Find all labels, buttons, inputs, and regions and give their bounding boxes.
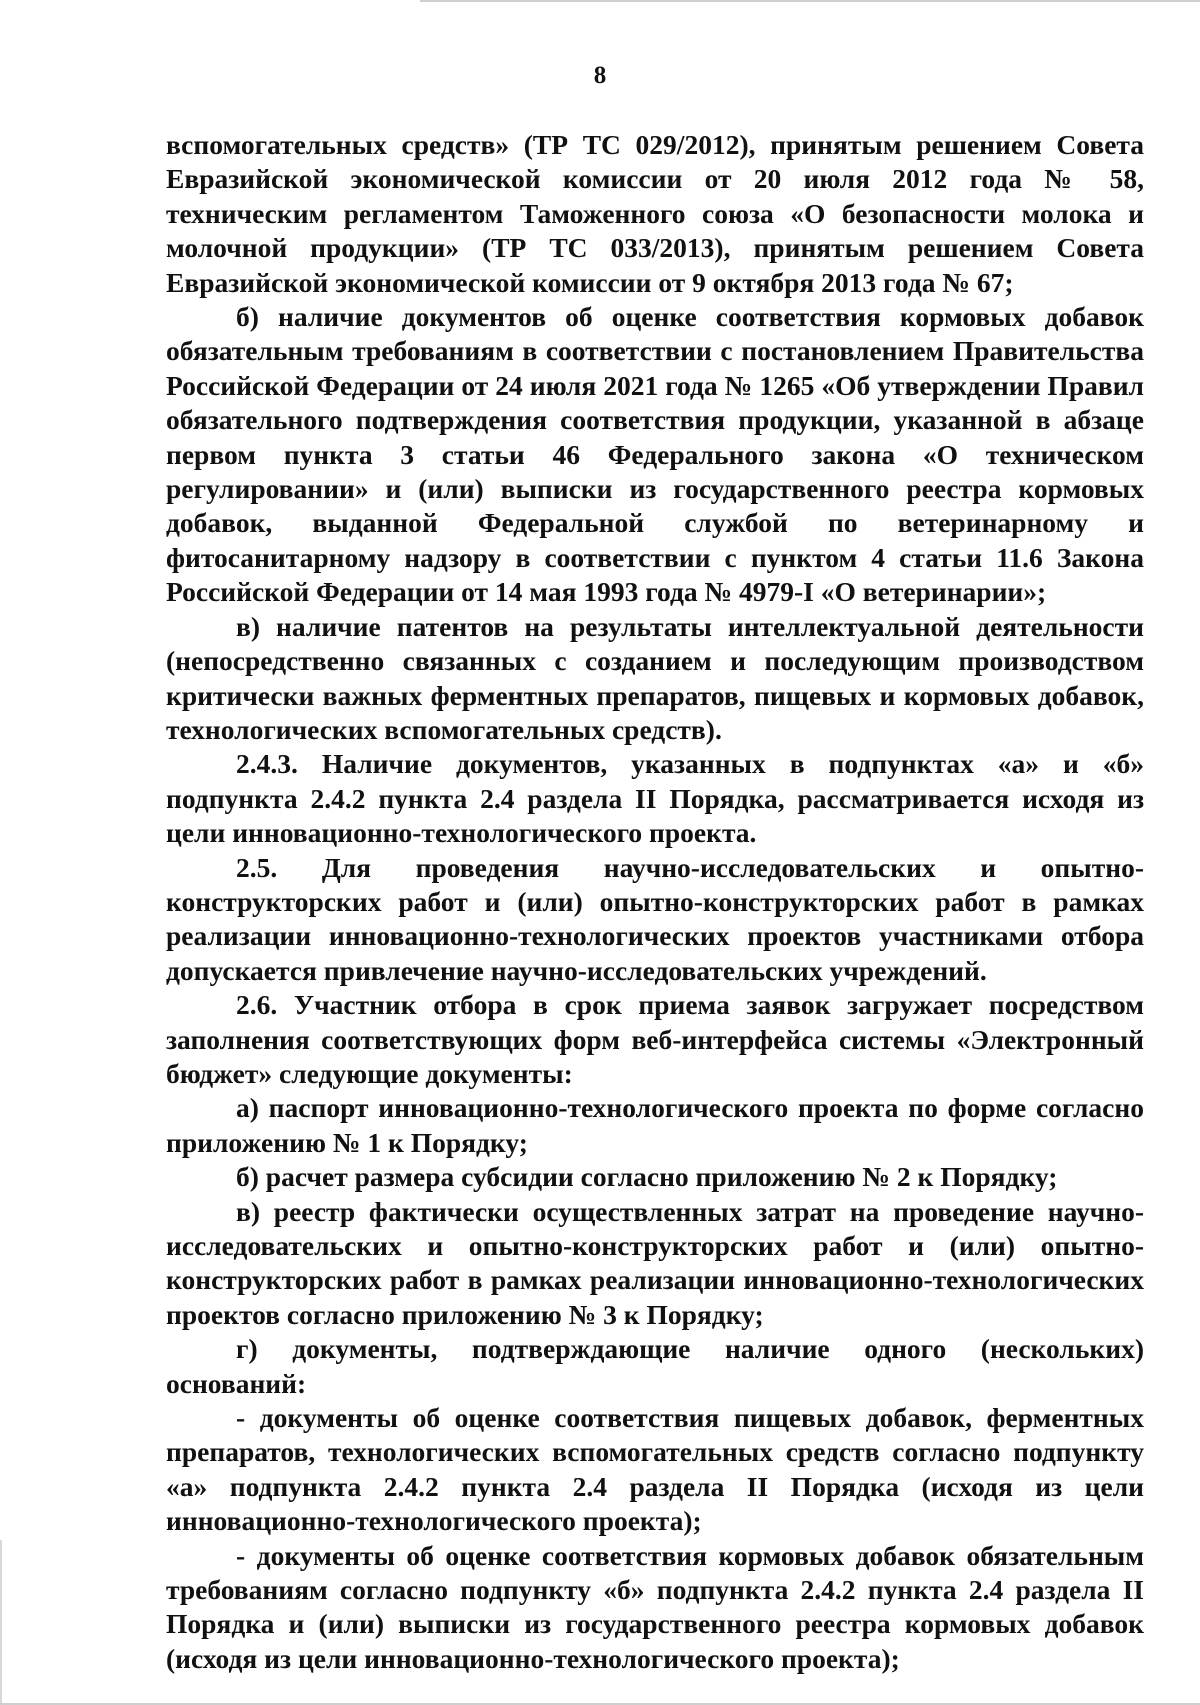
paragraph-continuation: вспомогательных средств» (ТР ТС 029/2012), принятым решением Совета Евразийской экономической комиссии от 20 июля 2012 года № 58, техническим регламентом Таможенного союза «О безопасности молока и молочной продукции» (ТР ТС 033/2013), принятым решением Совета Евразийской экономической комиссии от 9 октября 2013 года № 67; [166,129,1144,298]
list-item-feed-additives-docs: - документы об оценке соответствия кормовых добавок обязательным требованиям согласно подпункту «б» подпункта 2.4.2 пункта 2.4 раздела II Порядка и (или) выписки из государственного реестра кормовых добавок (исходя из цели инновационно-технологического проекта); [166,1539,1144,1674]
paragraph-2-6: 2.6. Участник отбора в срок приема заявок загружает посредством заполнения соответствующих форм веб-интерфейса системы «Электронный бюджет» следующие документы: [166,989,1144,1089]
page-number: 8 [593,62,607,89]
paragraph-2-6-b: б) расчет размера субсидии согласно приложению № 2 к Порядку; [236,1161,1058,1193]
scan-edge-left [0,1540,2,1705]
scan-edge-top [420,0,1200,2]
list-item-food-additives-docs: - документы об оценке соответствия пищевых добавок, ферментных препаратов, технологических вспомогательных средств согласно подпункту «а» подпункта 2.4.2 пункта 2.4 раздела II Порядка (исходя из цели инновационно-технологического проекта); [166,1402,1144,1537]
paragraph-item-b-feed-additives: б) наличие документов об оценке соответствия кормовых добавок обязательным требованиям в соответствии с постановлением Правительства Российской Федерации от 24 июля 2021 года № 1265 «Об утверждении Правил обязательного подтверждения соответствия продукции, указанной в абзаце первом пункта 3 статьи 46 Федерального закона «О техническом регулировании» и (или) выписки из государственного реестра кормовых добавок, выданной Федеральной службой по ветеринарному и фитосанитарному надзору в соответствии с пунктом 4 статьи 11.6 Закона Российской Федерации от 14 мая 1993 года № 4979-I «О ветеринарии»; [166,301,1144,608]
document-body [166,128,1144,1676]
paragraph-2-6-g: г) документы, подтверждающие наличие одного (нескольких) оснований: [166,1333,1144,1399]
paragraph-2-4-3: 2.4.3. Наличие документов, указанных в подпунктах «а» и «б» подпункта 2.4.2 пункта 2.4 раздела II Порядка, рассматривается исходя из цели инновационно-технологического проекта. [166,748,1144,849]
paragraph-item-v-patents: в) наличие патентов на результаты интеллектуальной деятельности (непосредственно связанных с созданием и последующим производством критически важных ферментных препаратов, пищевых и кормовых добавок, технологических вспомогательных средств). [166,610,1144,745]
paragraph-2-6-v: в) реестр фактически осуществленных затрат на проведение научно-исследовательских и опытно-конструкторских работ и (или) опытно-конструкторских работ в рамках реализации инновационно-технологических проектов согласно приложению № 3 к Порядку; [166,1195,1144,1330]
paragraph-2-5: 2.5. Для проведения научно-исследовательских и опытно-конструкторских работ и (или) опытно-конструкторских работ в рамках реализации инновационно-технологических проектов участниками отбора допускается привлечение научно-исследовательских учреждений. [166,851,1144,986]
paragraph-2-6-a: а) паспорт инновационно-технологического проекта по форме согласно приложению № 1 к Порядку; [166,1092,1144,1158]
